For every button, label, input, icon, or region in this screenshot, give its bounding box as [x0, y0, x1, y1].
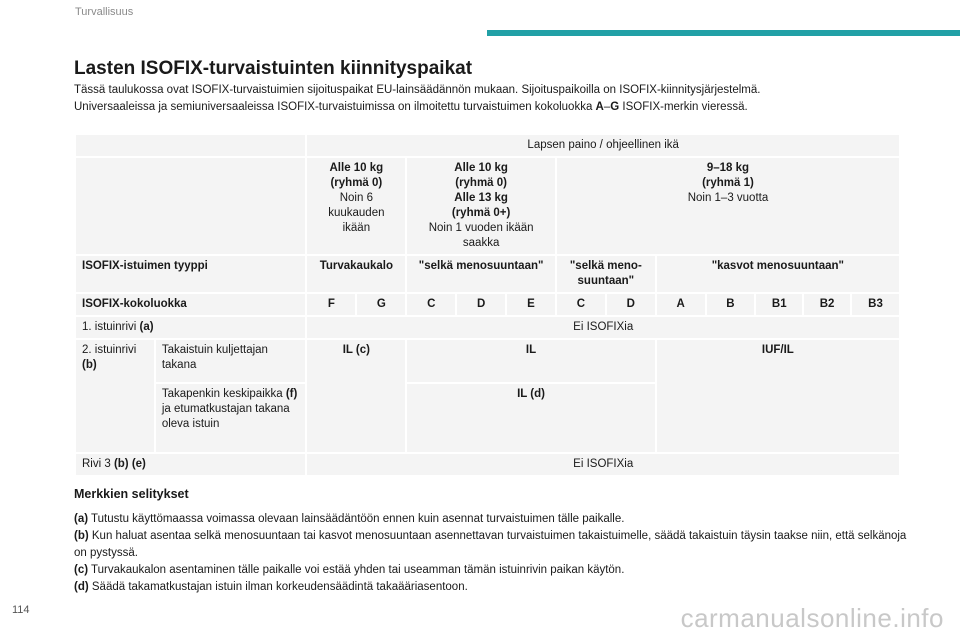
legend-text-c: Turvakaukalon asentaminen tälle paikalle voi estää yhden tai useamman tämän istuinrivin paikan käytön. [88, 564, 625, 576]
size-cell: C [406, 293, 456, 316]
row-2-text: 2. istuinrivi [82, 344, 137, 356]
group-0-label: (ryhmä 0) [330, 177, 383, 189]
row-1-value: Ei ISOFIXia [306, 316, 900, 339]
page-title: Lasten ISOFIX-turvaistuinten kiinnityspaikat [74, 58, 473, 79]
intro-text [74, 82, 914, 116]
table-row [75, 316, 900, 339]
type-forward-facing: "kasvot menosuuntaan" [656, 255, 900, 293]
table-row [75, 339, 900, 383]
size-cell: E [506, 293, 556, 316]
row-2-rear-value-2: IL (d) [406, 383, 655, 453]
row-2-sub-2-post: ja etumatkustajan takana oleva istuin [161, 403, 290, 430]
row-2-sub-2-pre: Takapenkin keskipaikka [161, 388, 286, 400]
row-2-forward-value: IUF/IL [656, 339, 900, 453]
legend-text-d: Säädä takamatkustajan istuin ilman korkeudensäädintä takaääriasentoon. [88, 581, 468, 593]
size-cell: D [606, 293, 656, 316]
size-label: ISOFIX-kokoluokka [75, 293, 306, 316]
row-2-sub-1: Takaistuin kuljettajan takana [155, 339, 307, 383]
group-0plus-label-2: (ryhmä 0+) [451, 207, 511, 219]
group-0plus-weight-2: Alle 13 kg [454, 192, 508, 204]
legend-text-a: Tutustu käyttömaassa voimassa olevaan lainsäädäntöön ennen kuin asennat turvaistuimen tälle paikalle. [88, 513, 625, 525]
row-3-label [75, 453, 306, 476]
row-1-text: 1. istuinrivi [82, 321, 140, 333]
intro-line-2-pre: Universaaleissa ja semiuniversaaleissa ISOFIX-turvaistuimissa on ilmoitettu turvaistuimen kokoluokka [74, 101, 596, 113]
group-0-cell [306, 157, 406, 255]
row-3-value: Ei ISOFIXia [306, 453, 900, 476]
weight-header: Lapsen paino / ohjeellinen ikä [306, 134, 900, 157]
isofix-table [74, 133, 901, 477]
table-row [75, 293, 900, 316]
row-1-label [75, 316, 306, 339]
size-cell: B [706, 293, 756, 316]
legend-item-a [74, 511, 914, 528]
intro-dash: – [603, 101, 611, 113]
size-cell: B2 [803, 293, 851, 316]
group-0-age: Noin 6 kuukauden ikään [328, 192, 385, 234]
empty-cell [75, 157, 306, 255]
legend-item-c [74, 562, 914, 579]
group-0plus-age: Noin 1 vuoden ikään saakka [428, 222, 534, 249]
intro-line-2 [74, 99, 914, 116]
group-1-weight: 9–18 kg [706, 162, 750, 174]
size-cell: B3 [851, 293, 900, 316]
group-0-weight: Alle 10 kg [329, 162, 384, 174]
legend-key-a: (a) [74, 513, 89, 525]
size-cell: C [556, 293, 606, 316]
table-row [75, 157, 900, 255]
row-1-note: (a) [139, 321, 154, 333]
empty-cell [75, 134, 306, 157]
type-rear-facing-2: "selkä meno-suuntaan" [556, 255, 656, 293]
section-header: Turvallisuus [75, 6, 134, 18]
intro-line-1: Tässä taulukossa ovat ISOFIX-turvaistuimien sijoituspaikat EU-lainsäädännön mukaan. Sijoituspaikoilla on ISOFIX-kiinnitysjärjestelmä. [74, 84, 761, 96]
row-2-sub-2 [155, 383, 307, 453]
legend-item-b [74, 528, 914, 562]
group-1-cell [556, 157, 900, 255]
watermark: carmanualsonline.info [680, 603, 944, 633]
size-cell: G [356, 293, 406, 316]
table-row [75, 453, 900, 476]
row-2-label [75, 339, 155, 453]
type-cot: Turvakaukalo [306, 255, 406, 293]
table-row [75, 255, 900, 293]
legend-key-d: (d) [74, 581, 89, 593]
group-1-label: (ryhmä 1) [702, 177, 754, 189]
row-2-note: (b) [82, 359, 97, 371]
legend-section [74, 486, 914, 596]
size-cell: F [306, 293, 356, 316]
type-label: ISOFIX-istuimen tyyppi [75, 255, 306, 293]
group-1-age: Noin 1–3 vuotta [687, 192, 769, 204]
legend-text-b: Kun haluat asentaa selkä menosuuntaan tai kasvot menosuuntaan asennettavan turvaistuimen takaistuimelle, säädä takaistuin täysin taakse niin, että selkänoja on pystyssä. [74, 530, 907, 559]
table-row [75, 134, 900, 157]
legend-item-d [74, 579, 914, 596]
group-0plus-cell [406, 157, 556, 255]
size-cell: D [456, 293, 506, 316]
row-2-sub-2-note: (f) [285, 388, 298, 400]
type-rear-facing-1: "selkä menosuuntaan" [406, 255, 556, 293]
legend-key-b: (b) [74, 530, 89, 542]
group-0plus-label-1: (ryhmä 0) [455, 177, 508, 189]
row-2-rear-value-1: IL [406, 339, 655, 383]
intro-line-2-post: ISOFIX-merkin vieressä. [619, 101, 748, 113]
size-class-g: G [610, 101, 620, 113]
legend-heading: Merkkien selitykset [74, 487, 189, 501]
section-accent-bar [487, 30, 960, 36]
legend-key-c: (c) [74, 564, 89, 576]
size-cell: B1 [755, 293, 803, 316]
size-class-a: A [595, 101, 604, 113]
row-3-note: (b) (e) [113, 458, 146, 470]
group-0plus-weight-1: Alle 10 kg [454, 162, 508, 174]
page-number: 114 [12, 604, 30, 616]
size-cell: A [656, 293, 706, 316]
row-3-text: Rivi 3 [82, 458, 114, 470]
row-2-cot-value: IL (c) [306, 339, 406, 453]
